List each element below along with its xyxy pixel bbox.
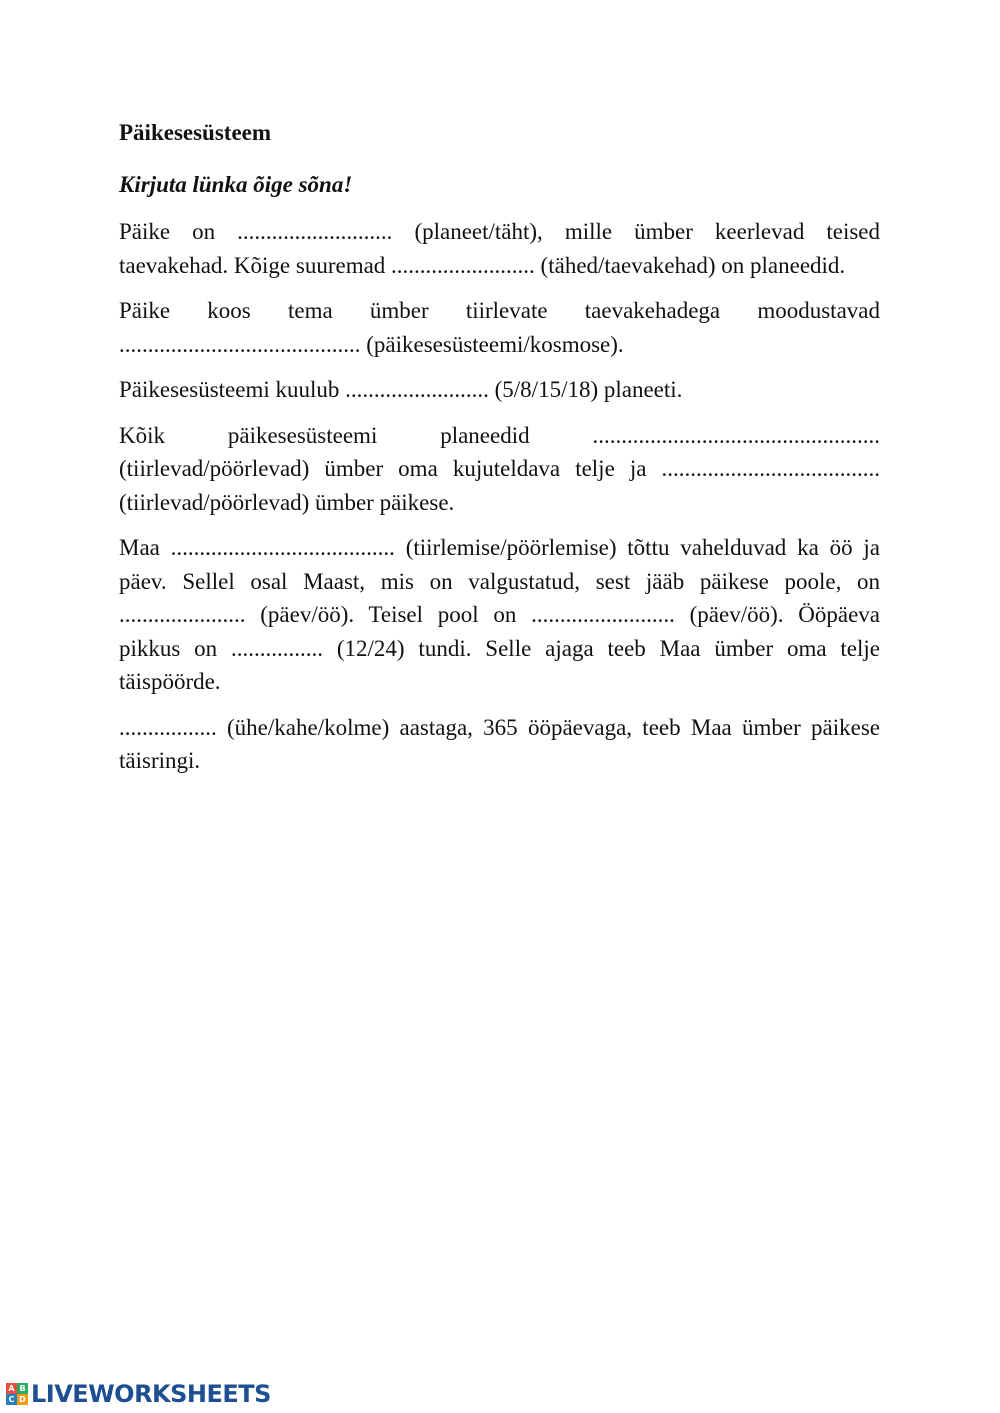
paragraph-3: Päikesesüsteemi kuulub ......................... (5/8/15/18) planeeti.	[119, 377, 683, 402]
worksheet-content	[119, 116, 880, 790]
paragraph-1: Päike on ........................... (planeet/täht), mille ümber keerlevad teised taevakehad. Kõige suuremad ......................... (tähed/taevakehad) on planeedid.	[119, 219, 880, 278]
footer-brand[interactable]	[6, 1379, 271, 1409]
instruction-text: Kirjuta lünka õige sõna!	[119, 172, 353, 197]
page-title: Päikesesüsteem	[119, 120, 272, 145]
liveworksheets-logo-icon	[6, 1383, 28, 1405]
logo-letter-d: D	[17, 1394, 28, 1405]
logo-letter-c: C	[6, 1394, 17, 1405]
logo-letter-b: B	[17, 1383, 28, 1394]
logo-letter-a: A	[6, 1383, 17, 1394]
paragraph-5: Maa ....................................... (tiirlemise/pöörlemise) tõttu vahelduvad ka öö ja päev. Sellel osal Maast, mis on valgustatud, sest jääb päikese poole, on ...................... (päev/öö). Teisel pool on ......................... (päev/öö). Ööpäeva pikkus on ................ (12/24) tundi. Selle ajaga teeb Maa ümber oma telje täispöörde.	[119, 535, 880, 694]
paragraph-6: ................. (ühe/kahe/kolme) aastaga, 365 ööpäevaga, teeb Maa ümber päikese täisringi.	[119, 714, 880, 773]
brand-name: LIVEWORKSHEETS	[31, 1380, 271, 1408]
paragraph-4: Kõik päikesesüsteemi planeedid .................................................. (tiirlevad/pöörlevad) ümber oma kujuteldava telje ja ...................................... (tiirlevad/pöörlevad) ümber päikese.	[119, 422, 880, 515]
paragraph-2: Päike koos tema ümber tiirlevate taevakehadega moodustavad .......................................... (päikesesüsteemi/kosmose).	[119, 298, 880, 357]
